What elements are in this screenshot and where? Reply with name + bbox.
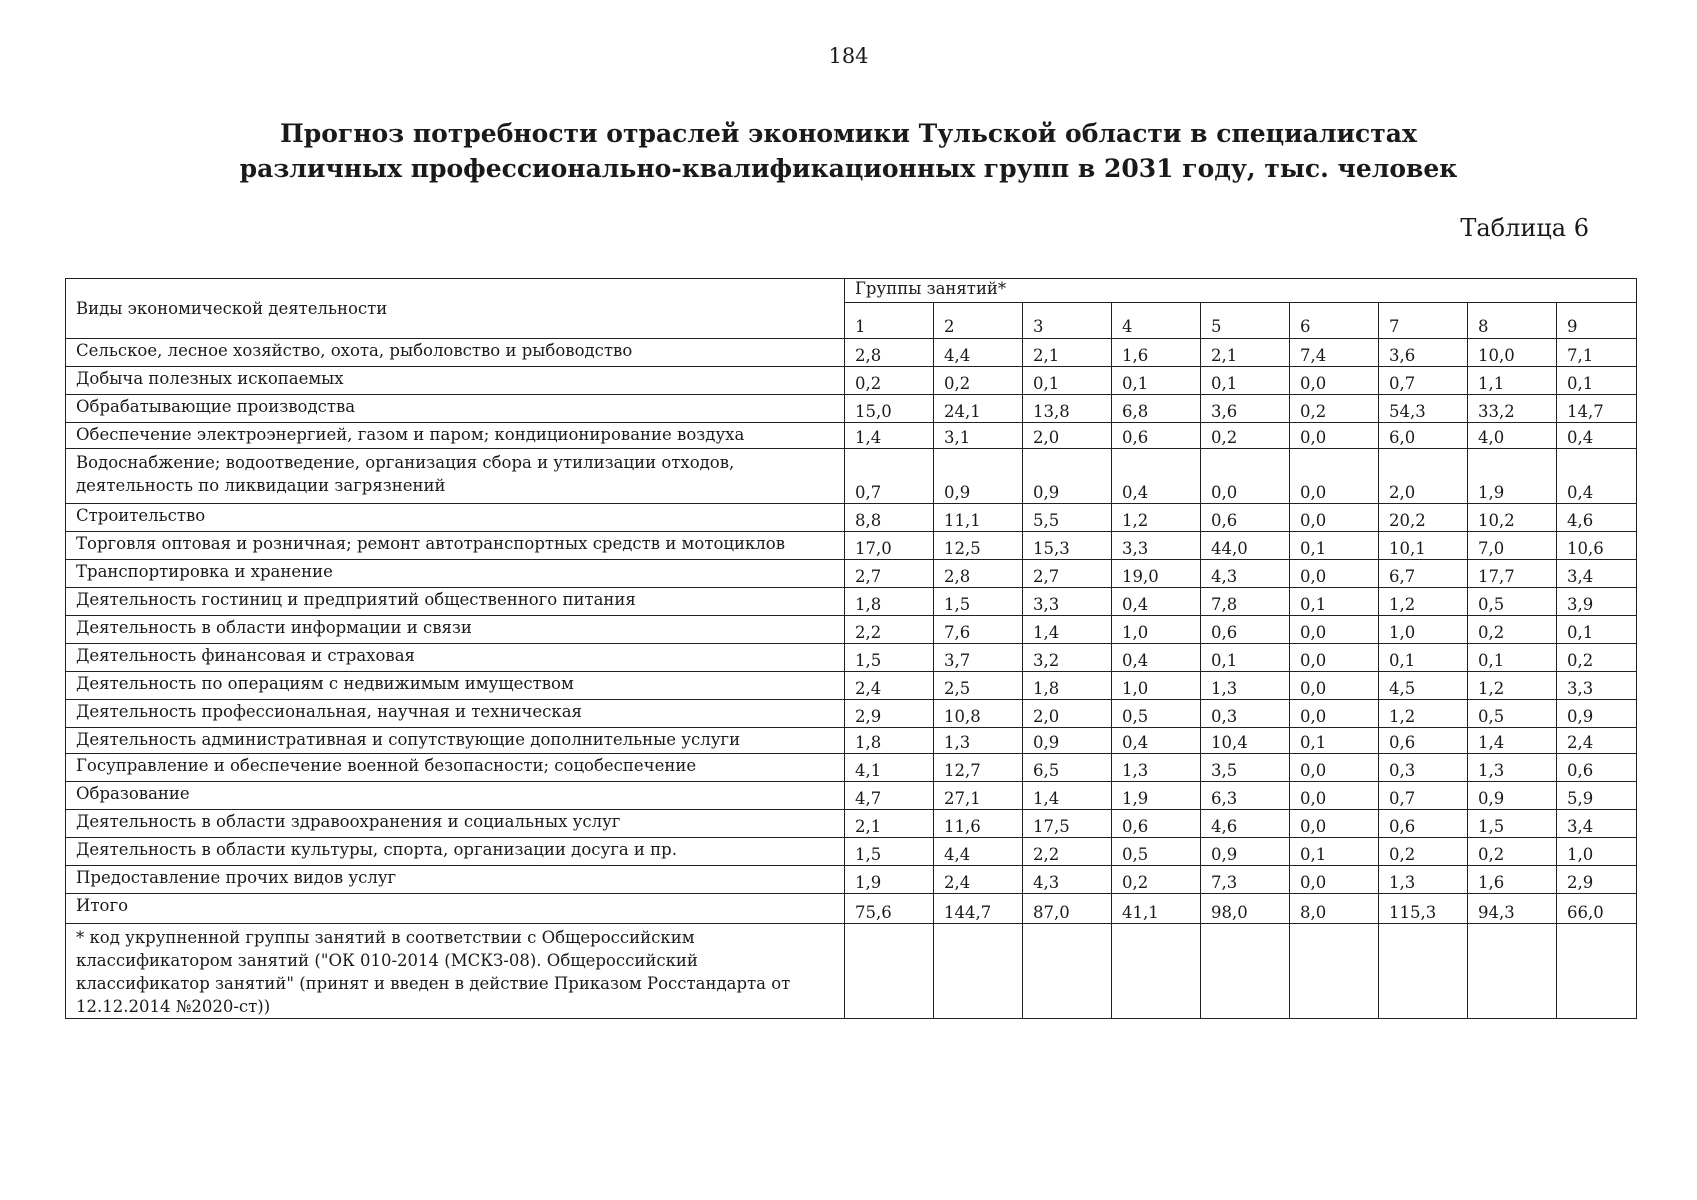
group-9-value: 66,0 (1557, 894, 1637, 924)
group-7-value: 20,2 (1379, 504, 1468, 532)
table-row (66, 838, 1637, 866)
activity-name: Сельское, лесное хозяйство, охота, рыболовство и рыбоводство (66, 339, 845, 367)
header-group-number: 3 (1023, 303, 1112, 339)
group-7-value: 2,0 (1379, 449, 1468, 504)
group-2-value: 11,6 (934, 810, 1023, 838)
group-2-value: 4,4 (934, 838, 1023, 866)
group-1-value: 2,2 (845, 616, 934, 644)
group-3-value: 4,3 (1023, 866, 1112, 894)
group-7-value: 0,7 (1379, 367, 1468, 395)
group-6-value: 0,0 (1290, 810, 1379, 838)
group-3-value: 3,3 (1023, 588, 1112, 616)
group-4-value: 0,5 (1112, 838, 1201, 866)
group-9-value: 0,1 (1557, 367, 1637, 395)
group-4-value: 0,2 (1112, 866, 1201, 894)
table-row (66, 728, 1637, 754)
group-1-value: 4,1 (845, 754, 934, 782)
group-8-value: 1,3 (1468, 754, 1557, 782)
group-5-value: 0,9 (1201, 838, 1290, 866)
table-row (66, 810, 1637, 838)
activity-name: Водоснабжение; водоотведение, организация сбора и утилизации отходов, деятельность по ликвидации загрязнений (66, 449, 845, 504)
group-5-value: 0,3 (1201, 700, 1290, 728)
group-8-value: 0,5 (1468, 588, 1557, 616)
group-5-value: 10,4 (1201, 728, 1290, 754)
group-8-value: 0,2 (1468, 616, 1557, 644)
page-number: 184 (828, 44, 869, 68)
group-4-value: 1,0 (1112, 672, 1201, 700)
group-2-value: 0,9 (934, 449, 1023, 504)
group-3-value: 0,9 (1023, 728, 1112, 754)
footnote-empty-cell (1557, 924, 1637, 1019)
group-3-value: 0,1 (1023, 367, 1112, 395)
group-6-value: 0,1 (1290, 728, 1379, 754)
group-5-value: 0,1 (1201, 644, 1290, 672)
group-2-value: 7,6 (934, 616, 1023, 644)
group-9-value: 0,9 (1557, 700, 1637, 728)
group-9-value: 5,9 (1557, 782, 1637, 810)
group-9-value: 1,0 (1557, 838, 1637, 866)
group-5-value: 0,2 (1201, 423, 1290, 449)
group-5-value: 0,6 (1201, 616, 1290, 644)
group-2-value: 10,8 (934, 700, 1023, 728)
footnote-empty-cell (845, 924, 934, 1019)
group-9-value: 0,6 (1557, 754, 1637, 782)
group-1-value: 1,8 (845, 588, 934, 616)
table-row (66, 339, 1637, 367)
group-2-value: 2,4 (934, 866, 1023, 894)
group-1-value: 0,7 (845, 449, 934, 504)
group-9-value: 3,3 (1557, 672, 1637, 700)
header-group-number: 9 (1557, 303, 1637, 339)
group-5-value: 2,1 (1201, 339, 1290, 367)
table-row (66, 367, 1637, 395)
group-7-value: 0,3 (1379, 754, 1468, 782)
activity-name: Госуправление и обеспечение военной безопасности; соцобеспечение (66, 754, 845, 782)
group-1-value: 4,7 (845, 782, 934, 810)
group-2-value: 3,7 (934, 644, 1023, 672)
group-5-value: 7,3 (1201, 866, 1290, 894)
group-2-value: 1,3 (934, 728, 1023, 754)
table-row (66, 588, 1637, 616)
footnote-empty-cell (1112, 924, 1201, 1019)
group-1-value: 17,0 (845, 532, 934, 560)
group-9-value: 14,7 (1557, 395, 1637, 423)
group-6-value: 0,0 (1290, 672, 1379, 700)
group-2-value: 4,4 (934, 339, 1023, 367)
group-3-value: 2,7 (1023, 560, 1112, 588)
group-1-value: 2,1 (845, 810, 934, 838)
group-3-value: 1,4 (1023, 616, 1112, 644)
group-7-value: 54,3 (1379, 395, 1468, 423)
group-2-value: 1,5 (934, 588, 1023, 616)
activity-name: Транспортировка и хранение (66, 560, 845, 588)
group-4-value: 1,6 (1112, 339, 1201, 367)
activity-name: Деятельность административная и сопутствующие дополнительные услуги (66, 728, 845, 754)
group-3-value: 87,0 (1023, 894, 1112, 924)
group-9-value: 0,1 (1557, 616, 1637, 644)
group-6-value: 0,0 (1290, 616, 1379, 644)
group-1-value: 1,8 (845, 728, 934, 754)
group-3-value: 2,0 (1023, 700, 1112, 728)
group-6-value: 0,1 (1290, 838, 1379, 866)
group-8-value: 1,6 (1468, 866, 1557, 894)
group-5-value: 4,6 (1201, 810, 1290, 838)
group-4-value: 19,0 (1112, 560, 1201, 588)
group-5-value: 3,6 (1201, 395, 1290, 423)
group-7-value: 0,6 (1379, 810, 1468, 838)
activity-name: Обеспечение электроэнергией, газом и паром; кондиционирование воздуха (66, 423, 845, 449)
activity-name: Деятельность в области культуры, спорта, организации досуга и пр. (66, 838, 845, 866)
group-9-value: 7,1 (1557, 339, 1637, 367)
group-3-value: 2,1 (1023, 339, 1112, 367)
group-5-value: 0,0 (1201, 449, 1290, 504)
group-7-value: 6,7 (1379, 560, 1468, 588)
group-6-value: 0,0 (1290, 754, 1379, 782)
group-5-value: 3,5 (1201, 754, 1290, 782)
header-group-number: 7 (1379, 303, 1468, 339)
group-3-value: 13,8 (1023, 395, 1112, 423)
activity-name: Деятельность гостиниц и предприятий общественного питания (66, 588, 845, 616)
group-2-value: 12,7 (934, 754, 1023, 782)
activity-name: Торговля оптовая и розничная; ремонт автотранспортных средств и мотоциклов (66, 532, 845, 560)
group-3-value: 1,4 (1023, 782, 1112, 810)
group-3-value: 2,0 (1023, 423, 1112, 449)
group-1-value: 1,4 (845, 423, 934, 449)
header-group-number: 2 (934, 303, 1023, 339)
group-9-value: 2,9 (1557, 866, 1637, 894)
header-groups: Группы занятий* (845, 279, 1637, 303)
group-4-value: 0,6 (1112, 423, 1201, 449)
group-7-value: 115,3 (1379, 894, 1468, 924)
group-8-value: 94,3 (1468, 894, 1557, 924)
group-8-value: 1,4 (1468, 728, 1557, 754)
group-1-value: 1,5 (845, 838, 934, 866)
group-6-value: 0,0 (1290, 504, 1379, 532)
group-9-value: 3,9 (1557, 588, 1637, 616)
table-body (66, 339, 1637, 924)
table-row (66, 672, 1637, 700)
footnote-empty-cell (1023, 924, 1112, 1019)
document-title (0, 116, 1697, 186)
group-6-value: 0,1 (1290, 532, 1379, 560)
group-9-value: 3,4 (1557, 560, 1637, 588)
group-3-value: 6,5 (1023, 754, 1112, 782)
activity-name: Предоставление прочих видов услуг (66, 866, 845, 894)
document-title-line-2: различных профессионально-квалификационных групп в 2031 году, тыс. человек (239, 154, 1458, 183)
group-4-value: 3,3 (1112, 532, 1201, 560)
group-8-value: 1,9 (1468, 449, 1557, 504)
table-row (66, 754, 1637, 782)
footnote-text: * код укрупненной группы занятий в соответствии с Общероссийским классификатором занятий ("ОК 010-2014 (МСКЗ-08). Общероссийский классификатор занятий" (принят и введен в действие Приказом Росстандарта от 12.12.2014 №2020-ст)) (66, 924, 845, 1019)
group-1-value: 0,2 (845, 367, 934, 395)
group-3-value: 5,5 (1023, 504, 1112, 532)
group-2-value: 2,8 (934, 560, 1023, 588)
group-5-value: 1,3 (1201, 672, 1290, 700)
activity-name: Деятельность в области здравоохранения и социальных услуг (66, 810, 845, 838)
group-7-value: 4,5 (1379, 672, 1468, 700)
group-1-value: 1,9 (845, 866, 934, 894)
group-4-value: 0,4 (1112, 644, 1201, 672)
group-1-value: 2,7 (845, 560, 934, 588)
header-group-number: 5 (1201, 303, 1290, 339)
group-9-value: 10,6 (1557, 532, 1637, 560)
group-4-value: 1,9 (1112, 782, 1201, 810)
group-9-value: 0,4 (1557, 449, 1637, 504)
group-6-value: 0,0 (1290, 560, 1379, 588)
group-8-value: 0,5 (1468, 700, 1557, 728)
group-9-value: 2,4 (1557, 728, 1637, 754)
group-7-value: 3,6 (1379, 339, 1468, 367)
group-3-value: 0,9 (1023, 449, 1112, 504)
table-row (66, 395, 1637, 423)
group-1-value: 2,8 (845, 339, 934, 367)
table-row (66, 616, 1637, 644)
group-7-value: 6,0 (1379, 423, 1468, 449)
group-1-value: 2,4 (845, 672, 934, 700)
total-row (66, 894, 1637, 924)
group-8-value: 4,0 (1468, 423, 1557, 449)
group-5-value: 0,1 (1201, 367, 1290, 395)
table-row (66, 532, 1637, 560)
group-2-value: 11,1 (934, 504, 1023, 532)
group-4-value: 1,2 (1112, 504, 1201, 532)
activity-name: Строительство (66, 504, 845, 532)
table-row (66, 423, 1637, 449)
group-3-value: 2,2 (1023, 838, 1112, 866)
activity-name: Деятельность в области информации и связи (66, 616, 845, 644)
group-1-value: 75,6 (845, 894, 934, 924)
group-5-value: 0,6 (1201, 504, 1290, 532)
group-2-value: 24,1 (934, 395, 1023, 423)
group-6-value: 0,1 (1290, 588, 1379, 616)
table-row (66, 644, 1637, 672)
table-row (66, 700, 1637, 728)
activity-name: Деятельность финансовая и страховая (66, 644, 845, 672)
group-9-value: 0,2 (1557, 644, 1637, 672)
footnote-empty-cell (1290, 924, 1379, 1019)
footnote-empty-cell (934, 924, 1023, 1019)
group-2-value: 2,5 (934, 672, 1023, 700)
group-9-value: 3,4 (1557, 810, 1637, 838)
header-group-number: 1 (845, 303, 934, 339)
document-title-line-1: Прогноз потребности отраслей экономики Тульской области в специалистах (280, 119, 1417, 148)
group-4-value: 1,3 (1112, 754, 1201, 782)
group-1-value: 15,0 (845, 395, 934, 423)
group-8-value: 1,5 (1468, 810, 1557, 838)
header-activity: Виды экономической деятельности (66, 279, 845, 339)
group-5-value: 98,0 (1201, 894, 1290, 924)
group-8-value: 0,1 (1468, 644, 1557, 672)
group-2-value: 3,1 (934, 423, 1023, 449)
table-row (66, 504, 1637, 532)
group-6-value: 0,0 (1290, 367, 1379, 395)
group-1-value: 8,8 (845, 504, 934, 532)
activity-name: Образование (66, 782, 845, 810)
activity-name: Обрабатывающие производства (66, 395, 845, 423)
group-4-value: 0,4 (1112, 728, 1201, 754)
activity-name: Итого (66, 894, 845, 924)
table-caption: Таблица 6 (1460, 214, 1589, 242)
group-1-value: 2,9 (845, 700, 934, 728)
group-4-value: 6,8 (1112, 395, 1201, 423)
footnote-empty-cell (1201, 924, 1290, 1019)
group-4-value: 0,4 (1112, 449, 1201, 504)
header-group-number: 4 (1112, 303, 1201, 339)
group-3-value: 1,8 (1023, 672, 1112, 700)
group-7-value: 0,6 (1379, 728, 1468, 754)
group-8-value: 17,7 (1468, 560, 1557, 588)
group-6-value: 0,0 (1290, 700, 1379, 728)
group-9-value: 0,4 (1557, 423, 1637, 449)
group-6-value: 0,0 (1290, 782, 1379, 810)
group-8-value: 1,1 (1468, 367, 1557, 395)
group-8-value: 10,0 (1468, 339, 1557, 367)
group-9-value: 4,6 (1557, 504, 1637, 532)
header-group-number: 8 (1468, 303, 1557, 339)
group-5-value: 7,8 (1201, 588, 1290, 616)
group-5-value: 4,3 (1201, 560, 1290, 588)
group-6-value: 0,0 (1290, 423, 1379, 449)
activity-name: Добыча полезных ископаемых (66, 367, 845, 395)
table-row (66, 560, 1637, 588)
group-6-value: 0,0 (1290, 644, 1379, 672)
forecast-table (65, 278, 1637, 1019)
group-7-value: 1,3 (1379, 866, 1468, 894)
header-group-number: 6 (1290, 303, 1379, 339)
group-6-value: 8,0 (1290, 894, 1379, 924)
group-2-value: 0,2 (934, 367, 1023, 395)
group-2-value: 27,1 (934, 782, 1023, 810)
group-4-value: 41,1 (1112, 894, 1201, 924)
group-7-value: 0,7 (1379, 782, 1468, 810)
group-8-value: 33,2 (1468, 395, 1557, 423)
activity-name: Деятельность по операциям с недвижимым имуществом (66, 672, 845, 700)
group-5-value: 44,0 (1201, 532, 1290, 560)
group-3-value: 15,3 (1023, 532, 1112, 560)
table-row (66, 866, 1637, 894)
group-6-value: 0,0 (1290, 449, 1379, 504)
footnote-row (66, 924, 1637, 1019)
activity-name: Деятельность профессиональная, научная и техническая (66, 700, 845, 728)
group-2-value: 12,5 (934, 532, 1023, 560)
group-1-value: 1,5 (845, 644, 934, 672)
group-4-value: 0,1 (1112, 367, 1201, 395)
table-row (66, 782, 1637, 810)
table-row (66, 449, 1637, 504)
group-5-value: 6,3 (1201, 782, 1290, 810)
group-8-value: 7,0 (1468, 532, 1557, 560)
group-7-value: 10,1 (1379, 532, 1468, 560)
group-6-value: 0,2 (1290, 395, 1379, 423)
group-3-value: 17,5 (1023, 810, 1112, 838)
group-3-value: 3,2 (1023, 644, 1112, 672)
group-7-value: 0,2 (1379, 838, 1468, 866)
group-8-value: 0,9 (1468, 782, 1557, 810)
group-4-value: 0,5 (1112, 700, 1201, 728)
footnote-empty-cell (1379, 924, 1468, 1019)
group-6-value: 0,0 (1290, 866, 1379, 894)
group-4-value: 0,6 (1112, 810, 1201, 838)
footnote-empty-cell (1468, 924, 1557, 1019)
group-4-value: 1,0 (1112, 616, 1201, 644)
group-2-value: 144,7 (934, 894, 1023, 924)
group-7-value: 1,2 (1379, 700, 1468, 728)
group-8-value: 10,2 (1468, 504, 1557, 532)
group-7-value: 1,0 (1379, 616, 1468, 644)
group-8-value: 0,2 (1468, 838, 1557, 866)
group-4-value: 0,4 (1112, 588, 1201, 616)
header-row-groups (66, 279, 1637, 303)
group-7-value: 0,1 (1379, 644, 1468, 672)
group-7-value: 1,2 (1379, 588, 1468, 616)
group-8-value: 1,2 (1468, 672, 1557, 700)
group-6-value: 7,4 (1290, 339, 1379, 367)
